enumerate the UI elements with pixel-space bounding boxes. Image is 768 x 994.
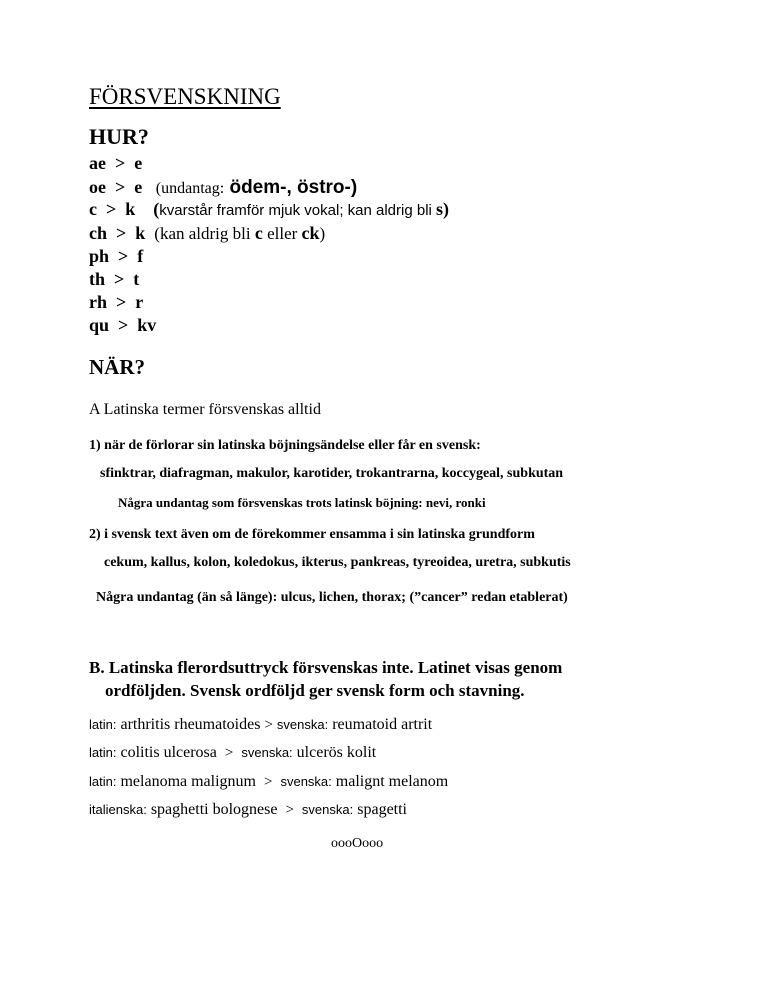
rule-from: oe bbox=[89, 177, 106, 197]
rule-rh: rh > r bbox=[89, 292, 144, 312]
section-b-line2: ordföljden. Svensk ordföljd ger svensk form och stavning. bbox=[105, 681, 525, 700]
footer-ornament: oooOooo bbox=[331, 836, 384, 851]
rule-from: th bbox=[89, 269, 106, 289]
hur-heading: HUR? bbox=[89, 124, 149, 149]
rule-note-label: (undantag: bbox=[155, 180, 225, 197]
example-row: latin: colitis ulcerosa > svenska: ulcerös kolit bbox=[89, 744, 377, 761]
rule-to: kv bbox=[137, 315, 157, 335]
rule-to: t bbox=[133, 269, 140, 289]
rule-to: e bbox=[134, 177, 143, 197]
rule-ph: ph > f bbox=[89, 246, 144, 266]
item-2-exceptions: Några undantag (än så länge): ulcus, lichen, thorax; (”cancer” redan etablerat) bbox=[96, 590, 568, 605]
rule-from: ph bbox=[89, 246, 110, 266]
rule-th: th > t bbox=[89, 269, 140, 289]
item-2-examples: cekum, kallus, kolon, koledokus, ikterus, pankreas, tyreoidea, uretra, subkutis bbox=[104, 555, 571, 570]
section-b-line1: B. Latinska flerordsuttryck försvenskas inte. Latinet visas genom bbox=[89, 658, 563, 677]
rule-ch: ch > k (kan aldrig bli c eller ck) bbox=[89, 223, 326, 243]
item-1-exceptions: Några undantag som försvenskas trots latinsk böjning: nevi, ronki bbox=[118, 495, 486, 510]
rule-oe: oe > e (undantag: ödem-, östro-) bbox=[89, 177, 358, 198]
rule-from: ch bbox=[89, 223, 107, 243]
rule-to: k bbox=[135, 223, 146, 243]
example-row: latin: melanoma malignum > svenska: malignt melanom bbox=[89, 773, 449, 790]
item-1-examples: sfinktrar, diafragman, makulor, karotider, trokantrarna, koccygeal, subkutan bbox=[100, 466, 564, 481]
rule-note-open: ( bbox=[153, 199, 160, 219]
item-2: 2) i svensk text även om de förekommer ensamma i sin latinska grundform bbox=[89, 527, 535, 542]
item-1: 1) när de förlorar sin latinska böjningsändelse eller får en svensk: bbox=[89, 438, 481, 453]
rule-to: f bbox=[137, 246, 144, 266]
rule-from: qu bbox=[89, 315, 110, 335]
rule-note-text: kvarstår framför mjuk vokal; kan aldrig bli bbox=[159, 202, 437, 219]
rule-c: c > k (kvarstår framför mjuk vokal; kan aldrig bli s) bbox=[89, 199, 450, 219]
example-row: italienska: spaghetti bolognese > svenska: spagetti bbox=[89, 801, 407, 818]
rule-to: e bbox=[134, 153, 143, 173]
rule-from: c bbox=[89, 199, 97, 219]
rule-qu: qu > kv bbox=[89, 315, 157, 335]
section-a-heading: A Latinska termer försvenskas alltid bbox=[89, 401, 321, 418]
rule-to: r bbox=[135, 292, 144, 312]
rule-note-terms: ödem-, östro-) bbox=[224, 177, 358, 198]
rule-from: ae bbox=[89, 153, 106, 173]
rule-ae: ae > e bbox=[89, 153, 143, 173]
page-title: FÖRSVENSKNING bbox=[89, 84, 281, 109]
example-row: latin: arthritis rheumatoides > svenska: reumatoid artrit bbox=[89, 716, 433, 733]
rule-from: rh bbox=[89, 292, 107, 312]
rule-to: k bbox=[125, 199, 136, 219]
rule-note-bold: s) bbox=[436, 199, 450, 219]
nar-heading: NÄR? bbox=[89, 355, 145, 379]
